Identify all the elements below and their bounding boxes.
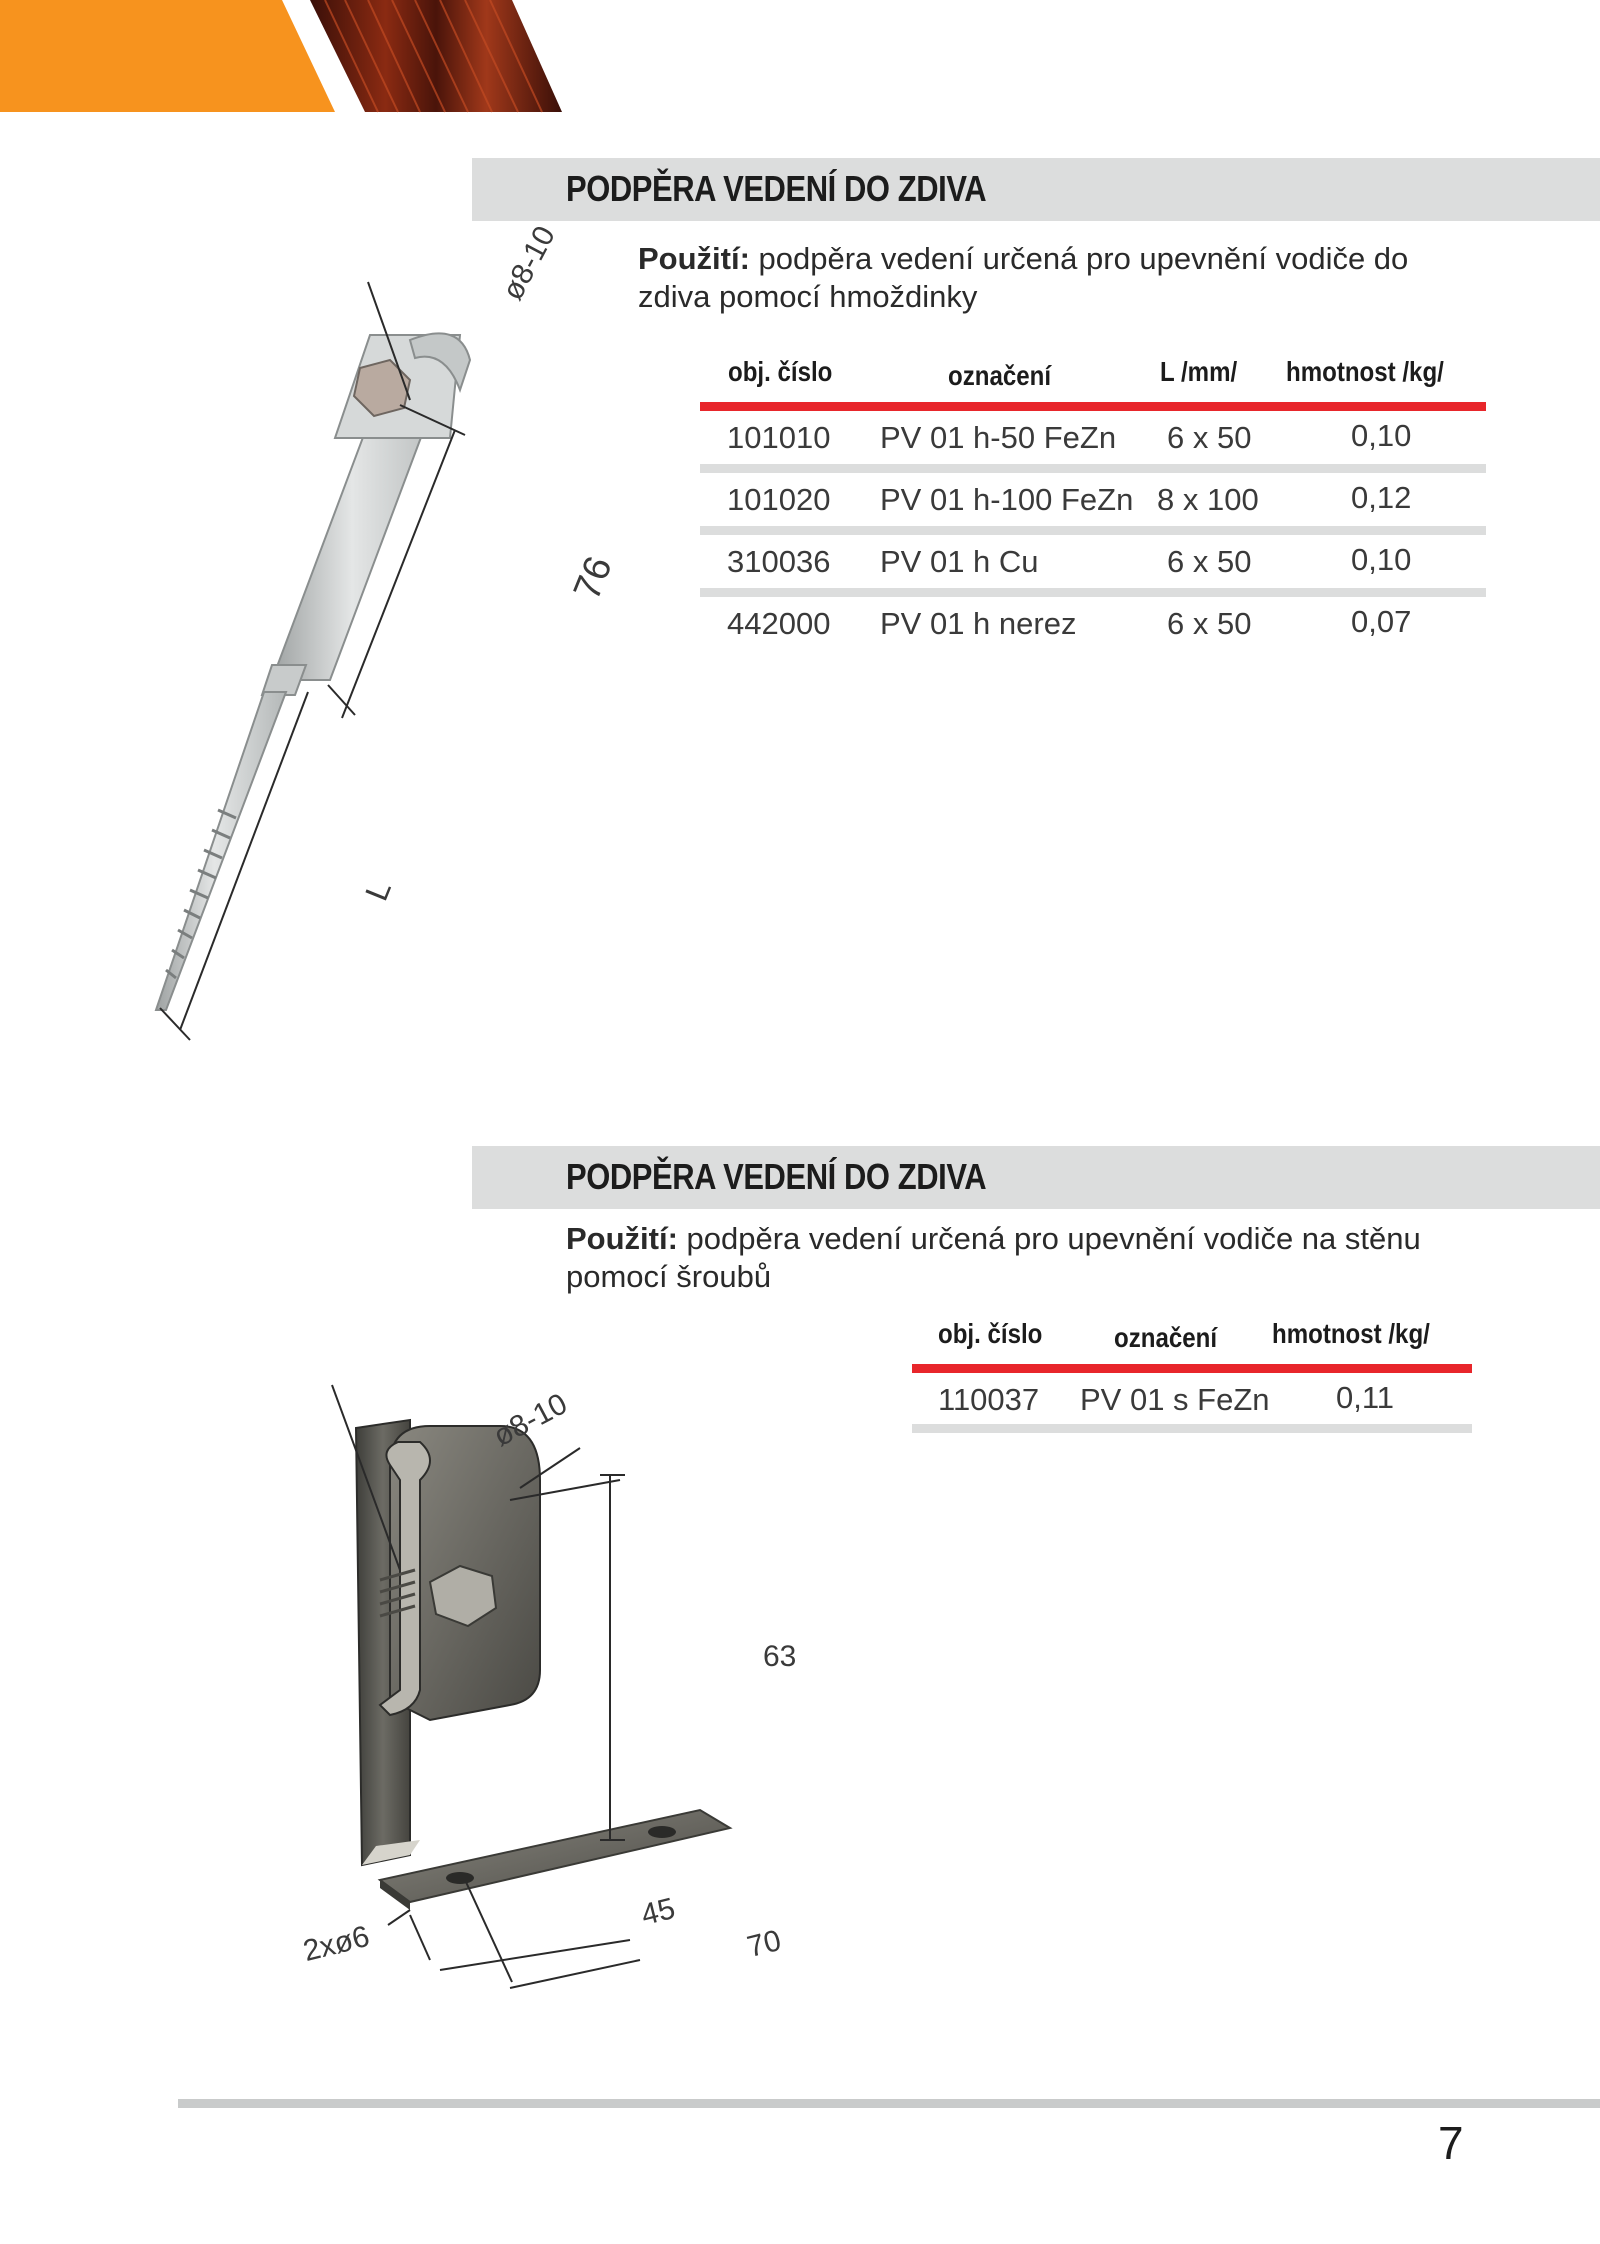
screw-shaft [156, 692, 286, 1010]
dim-label-63: 63 [763, 1640, 797, 1673]
row-separator [700, 588, 1486, 597]
table-header-rule [700, 402, 1486, 411]
section2-usage [566, 1220, 1566, 1296]
cell-hmotnost: 0,10 [1351, 418, 1412, 453]
section2-usage-text-2: pomocí šroubů [566, 1259, 772, 1294]
mounting-hole [446, 1872, 474, 1884]
cell-obj-cislo: 442000 [727, 606, 831, 641]
orange-banner [0, 0, 335, 112]
dim-label-diameter: ø8-10 [496, 220, 562, 306]
cell-hmotnost: 0,07 [1351, 604, 1412, 639]
cell-hmotnost: 0,10 [1351, 542, 1412, 577]
table-header-oznaceni: označení [948, 360, 1052, 391]
cell-oznaceni: PV 01 h Cu [880, 544, 1039, 579]
cell-obj-cislo: 310036 [727, 544, 831, 579]
dim-label-45: 45 [638, 1891, 679, 1933]
cell-hmotnost: 0,12 [1351, 480, 1412, 515]
dim-label-70: 70 [744, 1923, 785, 1965]
footer-rule [178, 2099, 1600, 2108]
table-header-hmotnost: hmotnost /kg/ [1286, 356, 1444, 387]
cell-obj-cislo: 101020 [727, 482, 831, 517]
section1-usage-label: Použití: [638, 241, 750, 276]
cell-L: 6 x 50 [1167, 544, 1252, 579]
section1-usage-text-1: podpěra vedení určená pro upevnění vodiče do [749, 241, 1409, 276]
cell-L: 8 x 100 [1157, 482, 1259, 517]
cell-oznaceni: PV 01 h nerez [880, 606, 1077, 641]
section1-title: PODPĚRA VEDENÍ DO ZDIVA [566, 168, 987, 209]
collar [262, 665, 306, 695]
base-plate [380, 1810, 730, 1902]
row-separator [700, 464, 1486, 473]
table-header-L: L /mm/ [1160, 356, 1238, 387]
dim-label-holes: 2xø6 [300, 1919, 373, 1969]
section2-usage-label: Použití: [566, 1221, 678, 1256]
cell-obj-cislo: 101010 [727, 420, 831, 455]
table-header-hmotnost: hmotnost /kg/ [1272, 1318, 1430, 1349]
cell-oznaceni: PV 01 h-50 FeZn [880, 420, 1117, 455]
table-header-obj-cislo: obj. číslo [938, 1318, 1043, 1349]
row-separator [912, 1424, 1472, 1433]
product-drawing-screw-support [160, 240, 660, 1060]
section1-usage-text-2: zdiva pomocí hmoždinky [638, 279, 978, 314]
dim-label-diameter: ø8-10 [488, 1387, 573, 1454]
cell-L: 6 x 50 [1167, 606, 1252, 641]
table-header-obj-cislo: obj. číslo [728, 356, 833, 387]
product-drawing-wall-support [280, 1370, 920, 1970]
section1-usage [638, 240, 1538, 316]
table-header-rule [912, 1364, 1472, 1373]
cell-hmotnost: 0,11 [1336, 1380, 1395, 1415]
cell-L: 6 x 50 [1167, 420, 1252, 455]
dim-label-L: L [358, 875, 399, 906]
mounting-hole [648, 1826, 676, 1838]
cell-oznaceni: PV 01 h-100 FeZn [880, 482, 1134, 517]
page-number: 7 [1438, 2117, 1464, 2169]
header-decoration [0, 0, 600, 115]
section2-usage-text-1: podpěra vedení určená pro upevnění vodiče na stěnu [677, 1221, 1421, 1256]
table-header-oznaceni: označení [1114, 1322, 1218, 1353]
cell-oznaceni: PV 01 s FeZn [1080, 1382, 1270, 1417]
cell-obj-cislo: 110037 [938, 1382, 1040, 1417]
row-separator [700, 526, 1486, 535]
dim-label-76: 76 [566, 550, 621, 606]
section2-title: PODPĚRA VEDENÍ DO ZDIVA [566, 1156, 987, 1197]
screw-thread [166, 810, 236, 978]
